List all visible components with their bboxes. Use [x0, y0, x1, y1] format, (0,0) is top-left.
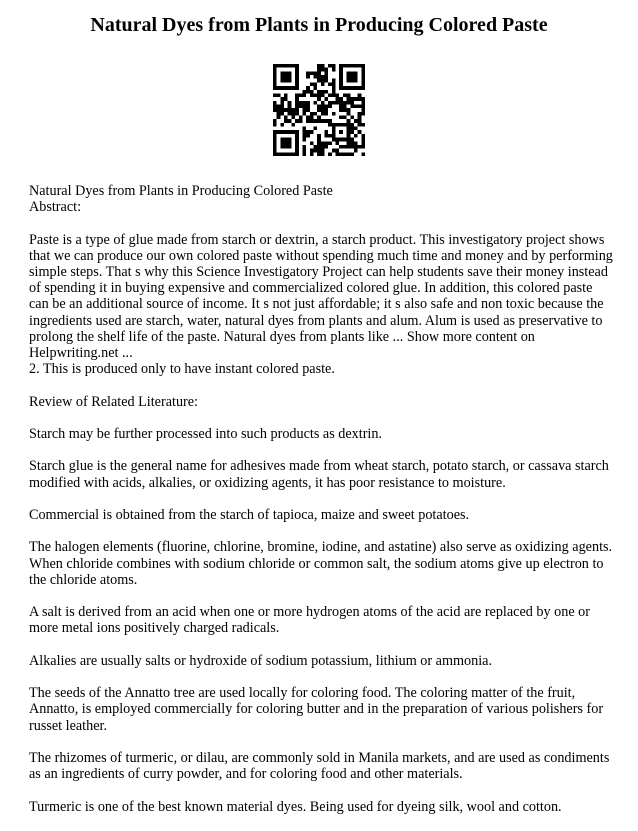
paragraph: The halogen elements (fluorine, chlorine, bromine, iodine, and astatine) also serve as oxidizing agents. When chloride combines with sodium chloride or common salt, the sodium atoms give up electron to the chloride atoms. [29, 539, 613, 588]
paragraph: The rhizomes of turmeric, or dilau, are commonly sold in Manila markets, and are used as condiments as an ingredients of curry powder, and for coloring food and other materials. [29, 749, 610, 783]
point-2: 2. This is produced only to have instant colored paste. [29, 361, 335, 378]
paragraph: Starch glue is the general name for adhesives made from wheat starch, potato starch, or cassava starch modified with acids, alkalies, or oxidizing agents, it has poor resistance to moisture. [29, 458, 609, 491]
paragraph: Starch may be further processed into such products as dextrin. [29, 426, 383, 442]
qr-code-icon [273, 64, 365, 156]
paragraph: A salt is derived from an acid when one or more hydrogen atoms of the acid are replaced by one or more metal ions positively charged radicals. [29, 604, 590, 637]
document-body [29, 183, 613, 831]
paragraph: Turmeric is one of the best known material dyes. Being used for dyeing silk, wool and cotton. [29, 798, 562, 815]
paragraph: The seeds of the Annatto tree are used locally for coloring food. The coloring matter of the fruit, Annatto, is employed commercially for coloring butter and in the preparation of various polishers for russet leather. [29, 685, 604, 734]
abstract-text: Paste is a type of glue made from starch or dextrin, a starch product. This investigatory project shows that we can produce our own colored paste without spending much time and money and by performing simple steps. That s why this Science Investigatory Project can help students save their money instead of spending it in buying expensive and commercialized colored glue. In addition, this colored paste can be an additional source of income. It s not just affordable; it s also safe and non toxic because the ingredients used are starch, water, natural dyes from plants and alum. Alum is used as preservative to prolong the shelf life of the paste. Natural dyes from plants like ... Show more content on Helpwriting.net ... [29, 231, 613, 362]
document-title: Natural Dyes from Plants in Producing Colored Paste [90, 14, 548, 36]
document-subtitle: Natural Dyes from Plants in Producing Colored Paste [29, 183, 333, 199]
paragraph: Alkalies are usually salts or hydroxide of sodium potassium, lithium or ammonia. [29, 652, 492, 669]
abstract-label: Abstract: [29, 199, 82, 216]
review-heading: Review of Related Literature: [29, 393, 198, 410]
paragraph: Commercial is obtained from the starch of tapioca, maize and sweet potatoes. [29, 506, 470, 523]
